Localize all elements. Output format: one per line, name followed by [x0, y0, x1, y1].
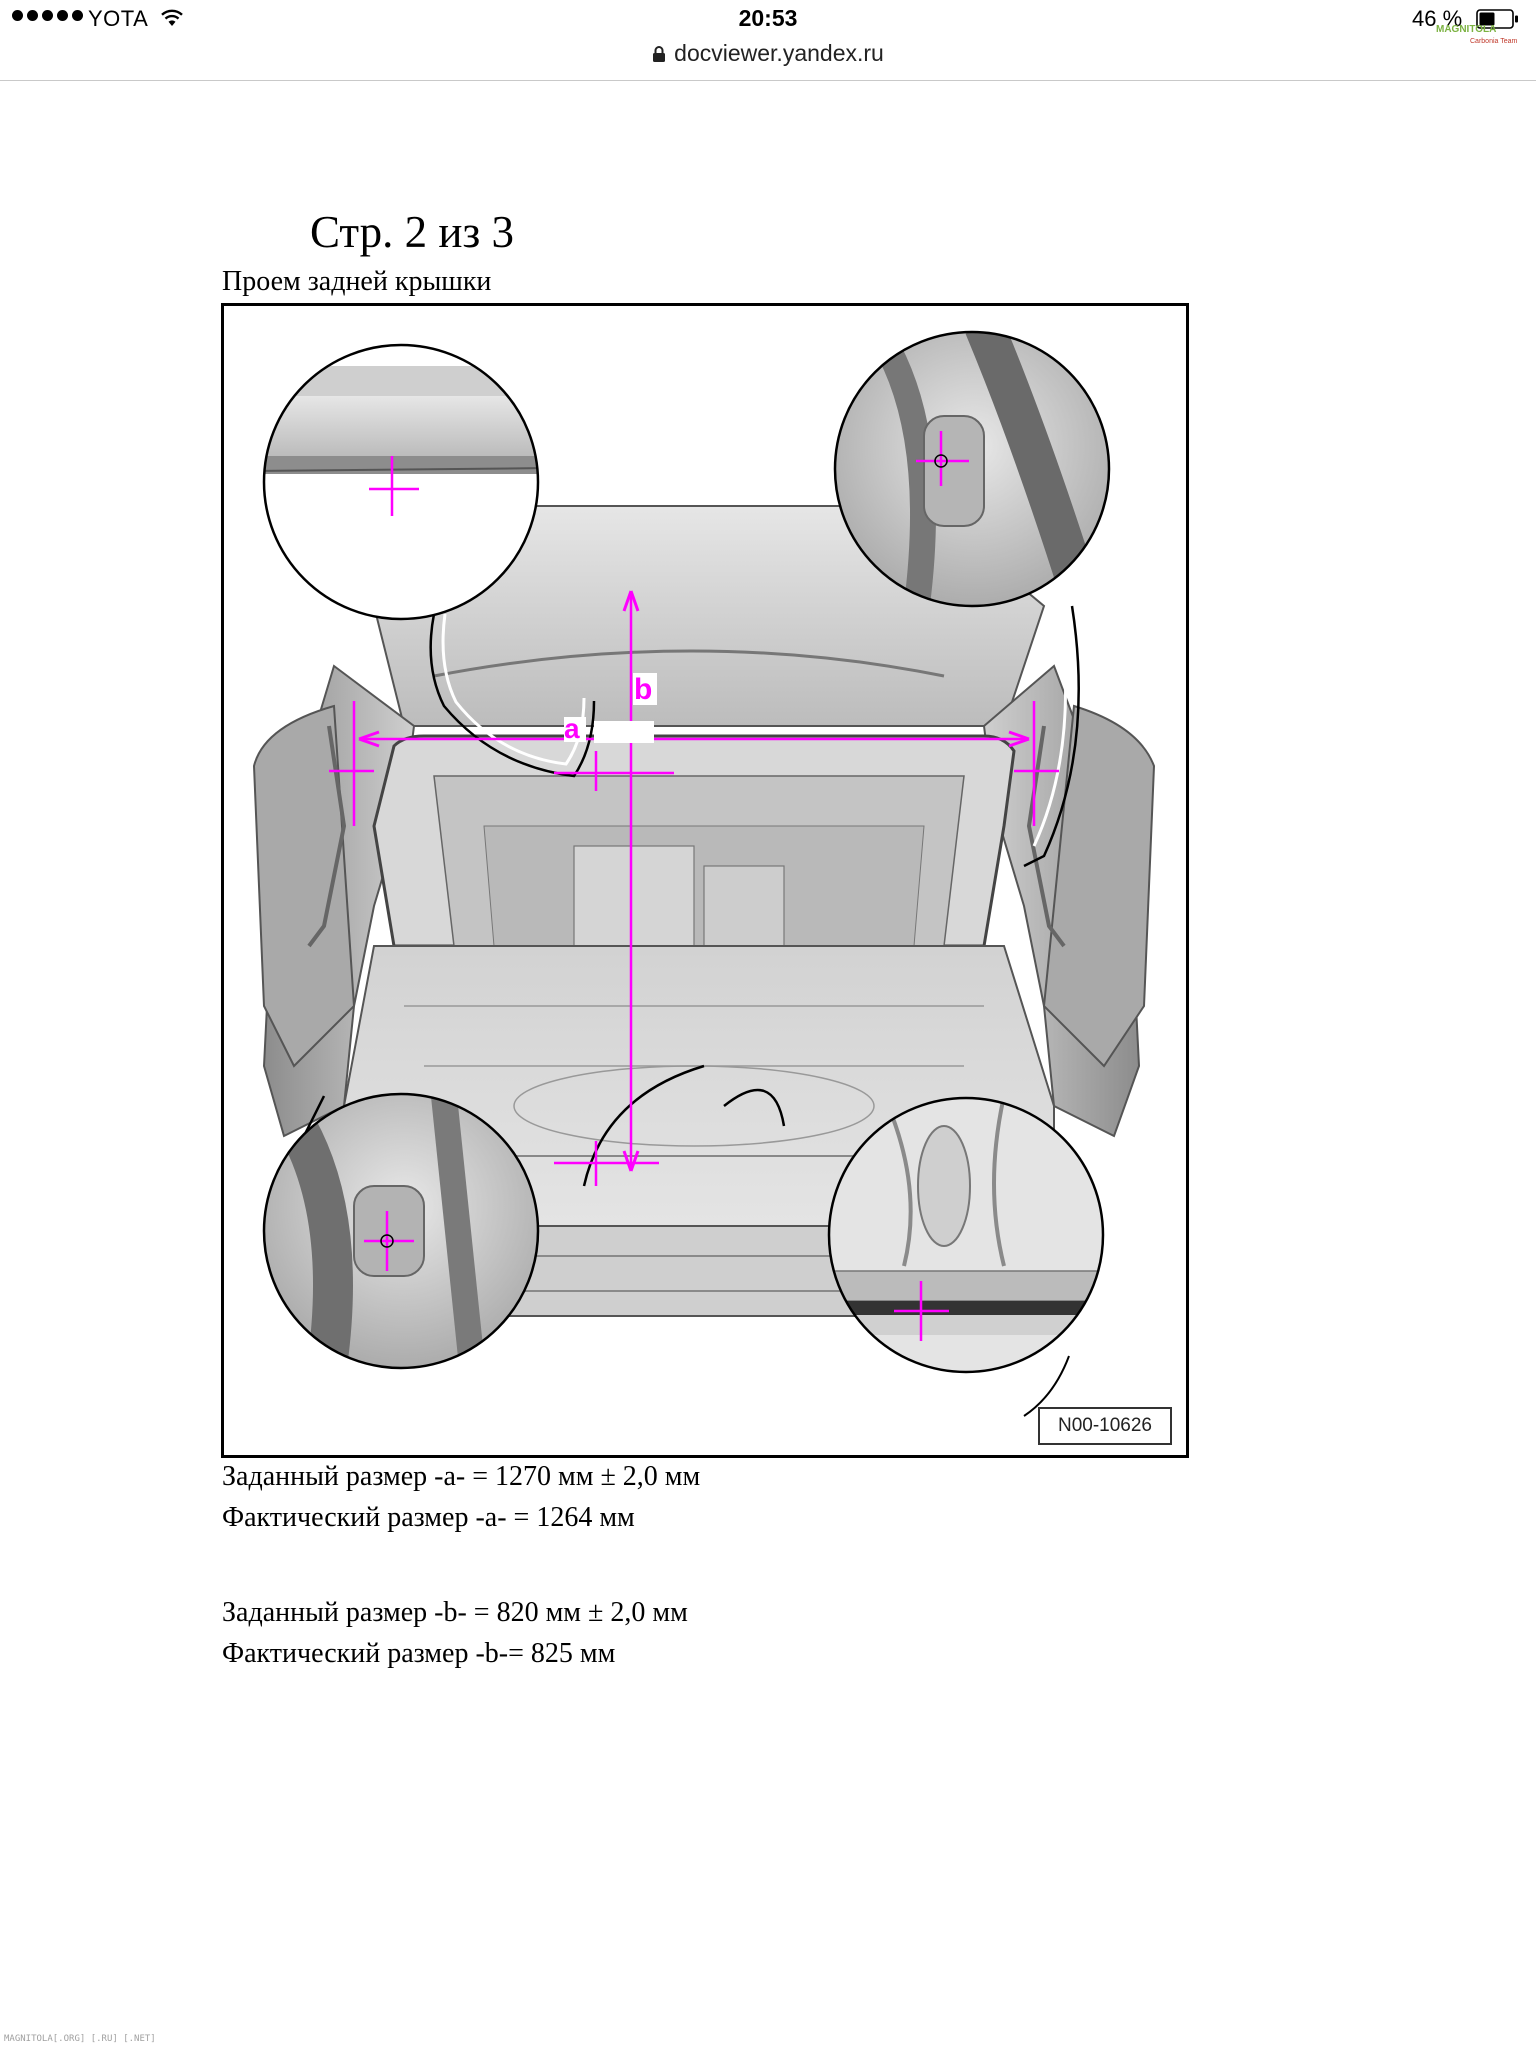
clock: 20:53 — [738, 5, 798, 31]
footer-watermark: MAGNITOLA[.ORG] [.RU] [.NET] — [4, 2034, 156, 2044]
url-text: docviewer.yandex.ru — [674, 40, 884, 66]
battery-percentage: 46 % — [1412, 6, 1463, 31]
lock-icon — [652, 42, 666, 69]
figure-id-label: N00-10626 — [1038, 1407, 1172, 1445]
tailgate-opening-diagram — [221, 303, 1189, 1458]
actual-size-b: Фактический размер -b-= 825 мм — [222, 1638, 616, 1669]
address-bar[interactable] — [0, 40, 1536, 69]
watermark-subtitle: Carbonia Team — [1470, 38, 1518, 45]
dimension-a-label: a — [564, 713, 580, 744]
dimension-b-label: b — [634, 673, 653, 706]
page-counter: Стр. 2 из 3 — [310, 207, 514, 257]
specified-size-b: Заданный размер -b- = 820 мм ± 2,0 мм — [222, 1597, 688, 1628]
watermark-logo: MAGNITOLA — [1436, 24, 1497, 35]
specified-size-a: Заданный размер -a- = 1270 мм ± 2,0 мм — [222, 1461, 701, 1492]
section-title: Проем задней крышки — [222, 266, 492, 297]
status-bar — [0, 0, 1536, 81]
detail-circle-bottom-right — [824, 1096, 1124, 1396]
carrier-name: YOTA — [88, 6, 149, 31]
actual-size-a: Фактический размер -a- = 1264 мм — [222, 1502, 635, 1533]
car-body-illustration — [224, 306, 1186, 1455]
